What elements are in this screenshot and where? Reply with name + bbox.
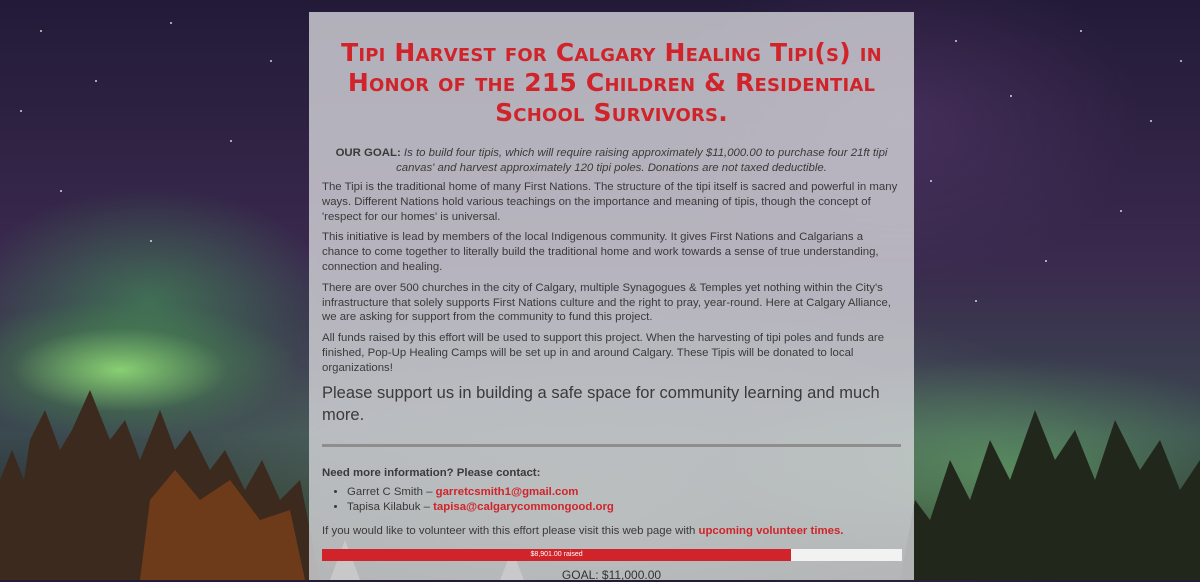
contact-email-link[interactable]: tapisa@calgarycommongood.org <box>433 500 614 513</box>
contact-email-link[interactable]: garretcsmith1@gmail.com <box>435 485 579 498</box>
contact-item <box>347 500 901 515</box>
goal-statement <box>322 146 901 176</box>
contact-list <box>322 485 901 515</box>
paragraph-funds: All funds raised by this effort will be used to support this project. When the harvesting of tipi poles and funds are finished, Pop-Up Healing Camps will be set up in and around Calgary. These Tipis will be donated to local organizations! <box>322 332 885 374</box>
goal-text: Is to build four tipis, which will require raising approximately $11,000.00 to purchase four 21ft tipi canvas' and harvest approximately 120 tipi poles. Donations are not taxed deductible. <box>396 147 888 174</box>
campaign-panel <box>309 12 914 580</box>
volunteer-times-link[interactable]: upcoming volunteer times. <box>698 524 844 537</box>
fundraising-goal: GOAL: $11,000.00 <box>561 567 662 582</box>
tree-cluster-right <box>900 410 1200 580</box>
support-callout: Please support us in building a safe space for community learning and much more. <box>322 383 880 424</box>
volunteer-text: If you would like to volunteer with this effort please visit this web page with <box>322 524 696 537</box>
contact-heading: Need more information? Please contact: <box>322 466 541 479</box>
goal-label: OUR GOAL: <box>335 147 401 159</box>
paragraph-churches: There are over 500 churches in the city of Calgary, multiple Synagogues & Temples yet nothing within the City's infrastructure that solely supports First Nations culture and the right to pray, year-round. Here at Calgary Alliance, we are asking for support from the community to fund this project. <box>322 281 891 324</box>
paragraph-initiative: This initiative is lead by members of the local Indigenous community. It gives First Nations and Calgarians a chance to come together to literally build the traditional home and work towards a sense of true understanding, connection and healing. <box>322 231 879 273</box>
contact-item <box>347 485 901 500</box>
tree-glow-left <box>140 470 305 580</box>
page-title: Tipi Harvest for Calgary Healing Tipi(s) in Honor of the 215 Children & Residential School Survivors. <box>341 38 882 127</box>
contact-name: Tapisa Kilabuk – <box>347 500 430 513</box>
contact-name: Garret C Smith – <box>347 485 433 498</box>
volunteer-note <box>322 525 901 537</box>
section-divider <box>322 444 901 447</box>
paragraph-tipi-tradition: The Tipi is the traditional home of many First Nations. The structure of the tipi itself is sacred and powerful in many ways. Different Nations hold various teachings on the importance and meaning of tipis, though the concept of 'respect for our homes' is universal. <box>322 181 898 223</box>
fundraising-progress-bar <box>322 549 902 561</box>
progress-fill: $8,901.00 raised <box>322 549 791 561</box>
